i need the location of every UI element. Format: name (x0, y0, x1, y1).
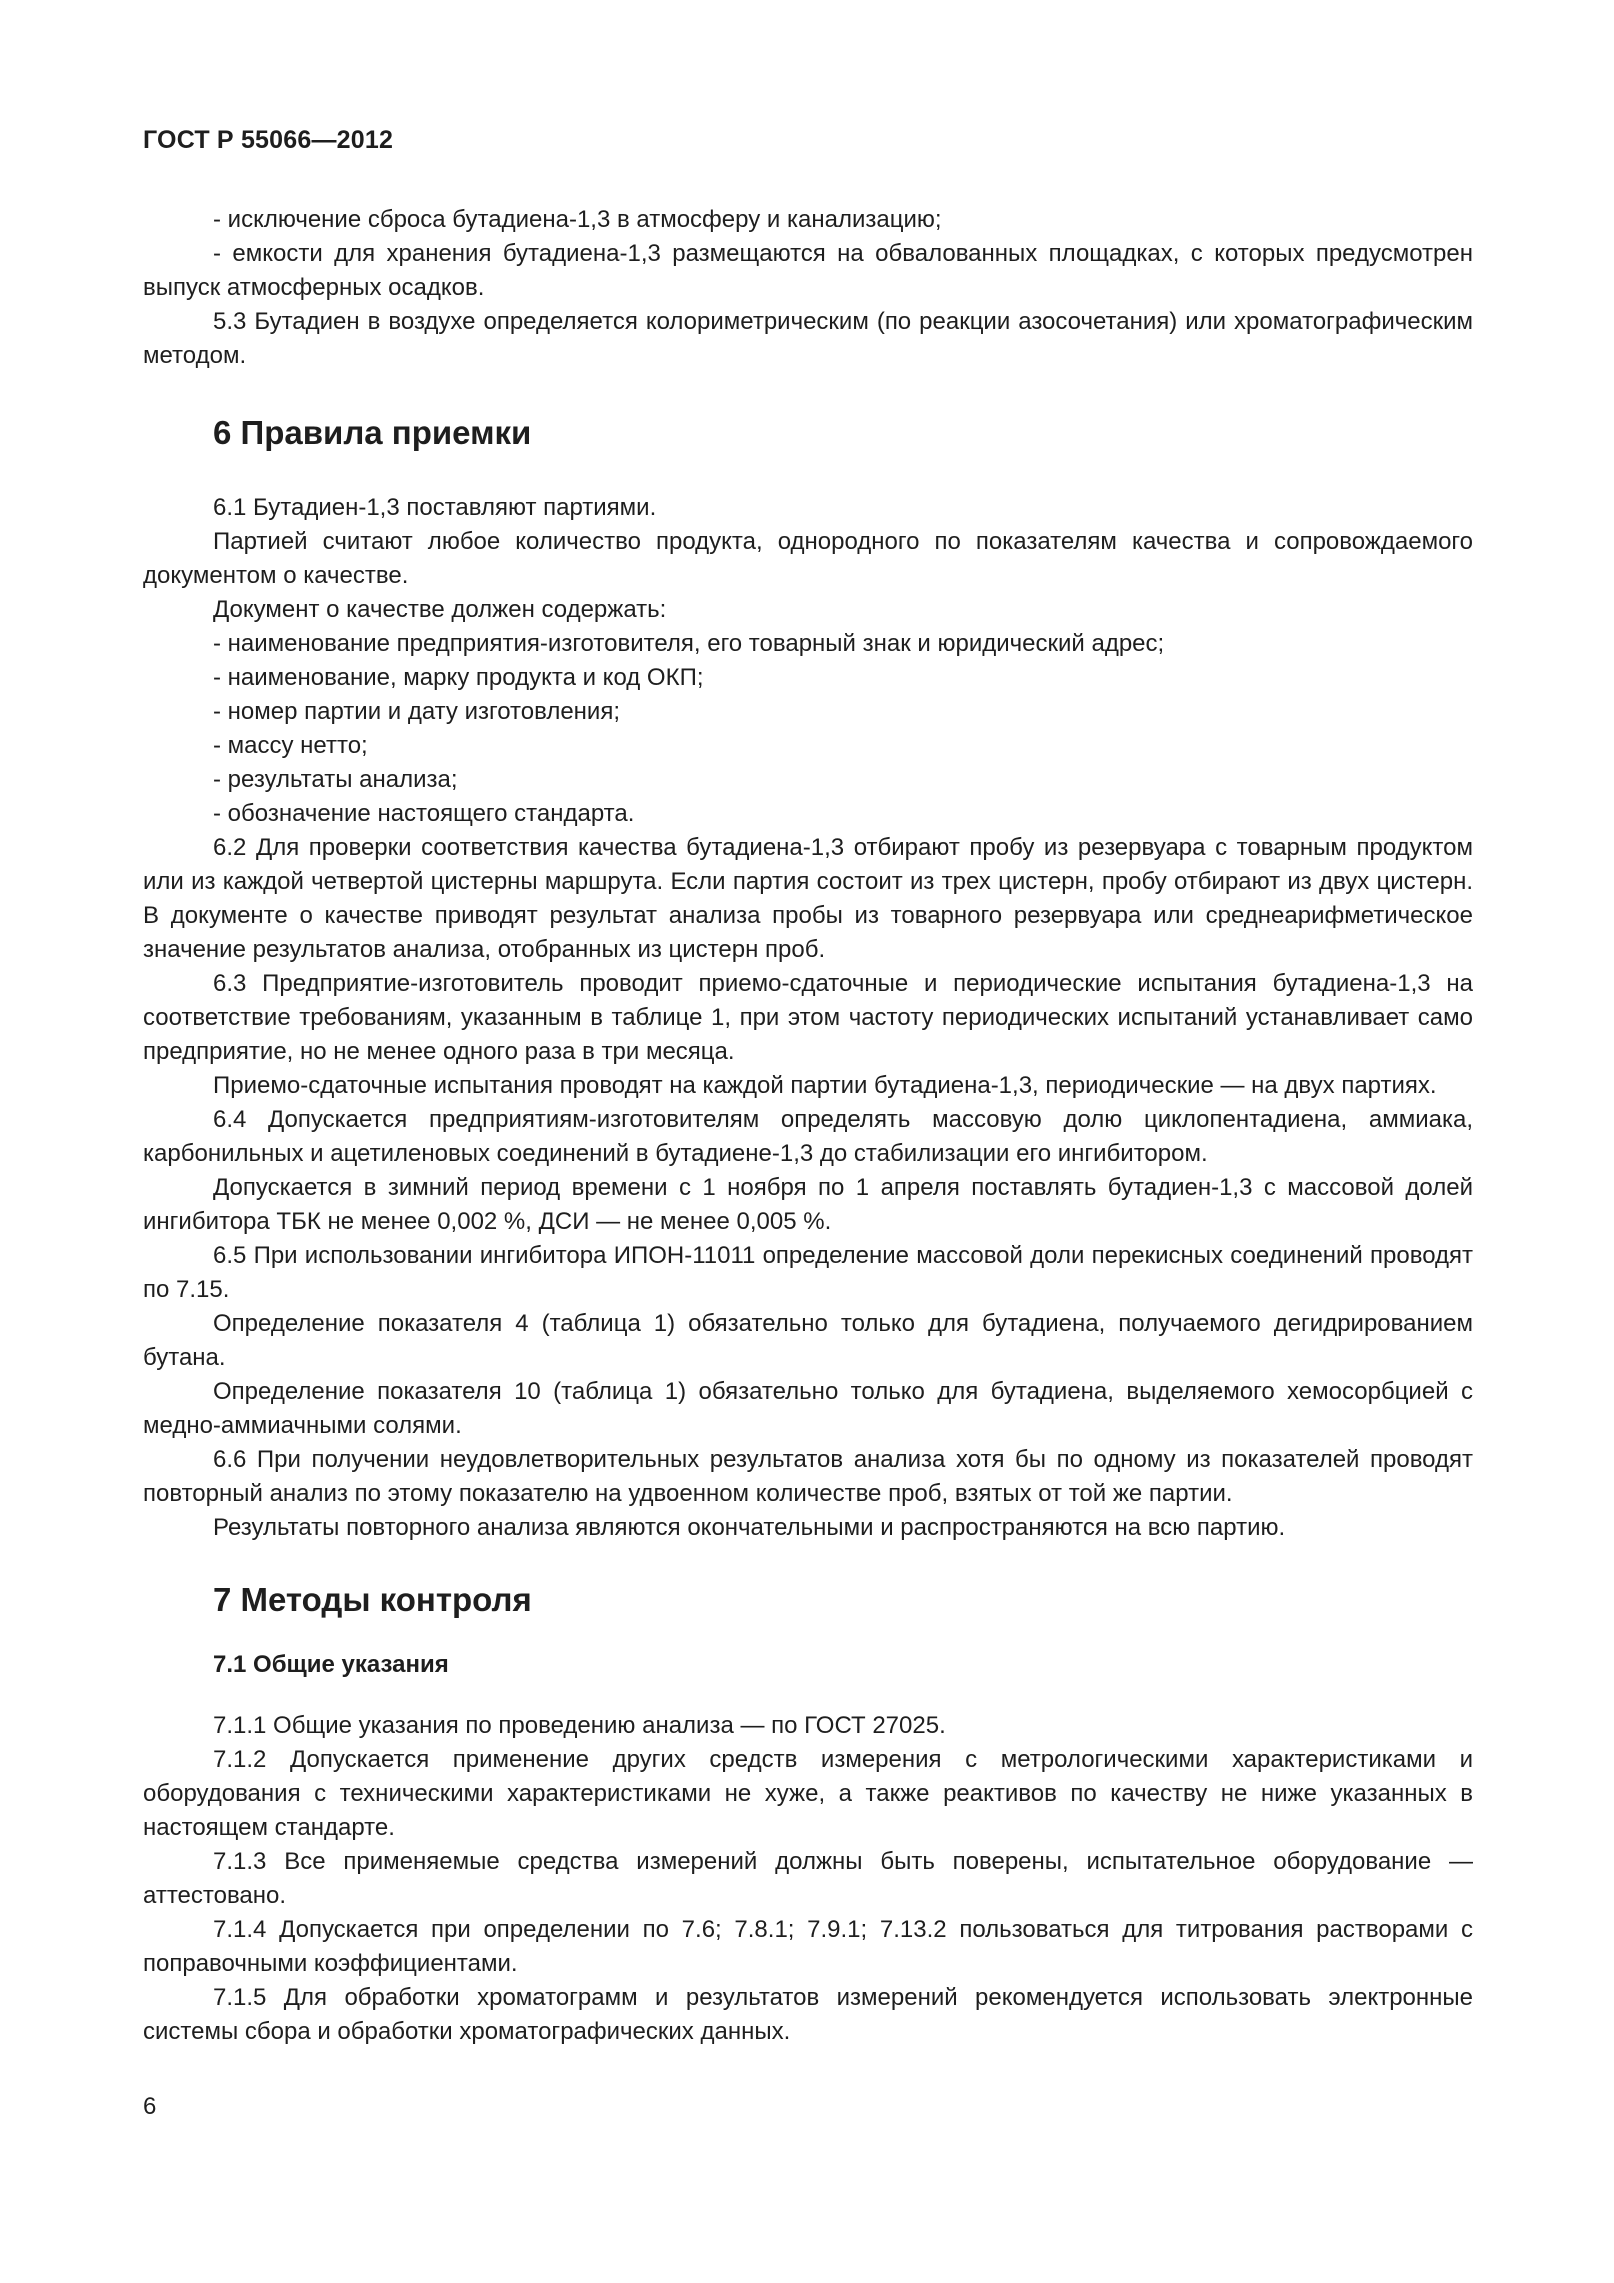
list-item: - наименование, марку продукта и код ОКП; (213, 664, 704, 691)
page-number: 6 (143, 2093, 157, 2120)
paragraph: 7.1.1 Общие указания по проведению анализа — по ГОСТ 27025. (213, 1712, 946, 1739)
paragraph: 6.1 Бутадиен-1,3 поставляют партиями. (213, 494, 657, 521)
paragraph: 6.4 Допускается предприятиям-изготовителям определять массовую долю циклопентадиена, аммиака, карбонильных и ацетиленовых соединений в бутадиене-1,3 до стабилизации его ингибитором. (143, 1106, 1473, 1167)
list-item: - результаты анализа; (213, 766, 458, 793)
list-item: - обозначение настоящего стандарта. (213, 800, 635, 827)
paragraph: Допускается в зимний период времени с 1 ноября по 1 апреля поставлять бутадиен-1,3 с массовой долей ингибитора ТБК не менее 0,002 %, ДСИ — не менее 0,005 %. (143, 1174, 1473, 1235)
paragraph: 6.5 При использовании ингибитора ИПОН-11011 определение массовой доли перекисных соединений проводят по 7.15. (143, 1242, 1473, 1303)
list-item: - номер партии и дату изготовления; (213, 698, 620, 725)
paragraph: Определение показателя 4 (таблица 1) обязательно только для бутадиена, получаемого дегидрированием бутана. (143, 1310, 1473, 1371)
section-6-heading: 6 Правила приемки (213, 414, 532, 451)
list-item: - массу нетто; (213, 732, 368, 759)
page-body (143, 203, 1473, 2049)
paragraph: 6.2 Для проверки соответствия качества бутадиена-1,3 отбирают пробу из резервуара с товарным продуктом или из каждой четвертой цистерны маршрута. Если партия состоит из трех цистерн, пробу отбирают из двух цистерн. В документе о качестве приводят результат анализа пробы из товарного резервуара или среднеарифметическое значение результатов анализа, отобранных из цистерн проб. (143, 834, 1473, 963)
section-7-heading: 7 Методы контроля (213, 1581, 532, 1618)
running-head: ГОСТ Р 55066—2012 (143, 126, 394, 154)
paragraph: Определение показателя 10 (таблица 1) обязательно только для бутадиена, выделяемого хемосорбцией с медно-аммиачными солями. (143, 1378, 1473, 1439)
paragraph: Результаты повторного анализа являются окончательными и распространяются на всю партию. (213, 1514, 1286, 1541)
subsection-7-1-heading: 7.1 Общие указания (213, 1651, 449, 1678)
paragraph: 6.6 При получении неудовлетворительных результатов анализа хотя бы по одному из показателей проводят повторный анализ по этому показателю на удвоенном количестве проб, взятых от той же партии. (143, 1446, 1473, 1507)
paragraph: 6.3 Предприятие-изготовитель проводит приемо-сдаточные и периодические испытания бутадиена-1,3 на соответствие требованиям, указанным в таблице 1, при этом частоту периодических испытаний устанавливает само предприятие, но не менее одного раза в три месяца. (143, 970, 1473, 1065)
paragraph: Приемо-сдаточные испытания проводят на каждой партии бутадиена-1,3, периодические — на двух партиях. (213, 1072, 1437, 1099)
paragraph: Партией считают любое количество продукта, однородного по показателям качества и сопровождаемого документом о качестве. (143, 528, 1473, 589)
paragraph: 7.1.5 Для обработки хроматограмм и результатов измерений рекомендуется использовать электронные системы сбора и обработки хроматографических данных. (143, 1984, 1473, 2045)
paragraph: 7.1.2 Допускается применение других средств измерения с метрологическими характеристиками и оборудования с техническими характеристиками не хуже, а также реактивов по качеству не ниже указанных в настоящем стандарте. (143, 1746, 1473, 1841)
list-item: - наименование предприятия-изготовителя, его товарный знак и юридический адрес; (213, 630, 1165, 657)
paragraph: - исключение сброса бутадиена-1,3 в атмосферу и канализацию; (213, 206, 942, 233)
paragraph: 7.1.4 Допускается при определении по 7.6; 7.8.1; 7.9.1; 7.13.2 пользоваться для титрования растворами с поправочными коэффициентами. (143, 1916, 1473, 1977)
paragraph: 5.3 Бутадиен в воздухе определяется колориметрическим (по реакции азосочетания) или хроматографическим методом. (143, 308, 1473, 369)
paragraph: Документ о качестве должен содержать: (213, 596, 667, 623)
paragraph: - емкости для хранения бутадиена-1,3 размещаются на обвалованных площадках, с которых предусмотрен выпуск атмосферных осадков. (143, 240, 1473, 301)
paragraph: 7.1.3 Все применяемые средства измерений должны быть поверены, испытательное оборудование — аттестовано. (143, 1848, 1473, 1909)
